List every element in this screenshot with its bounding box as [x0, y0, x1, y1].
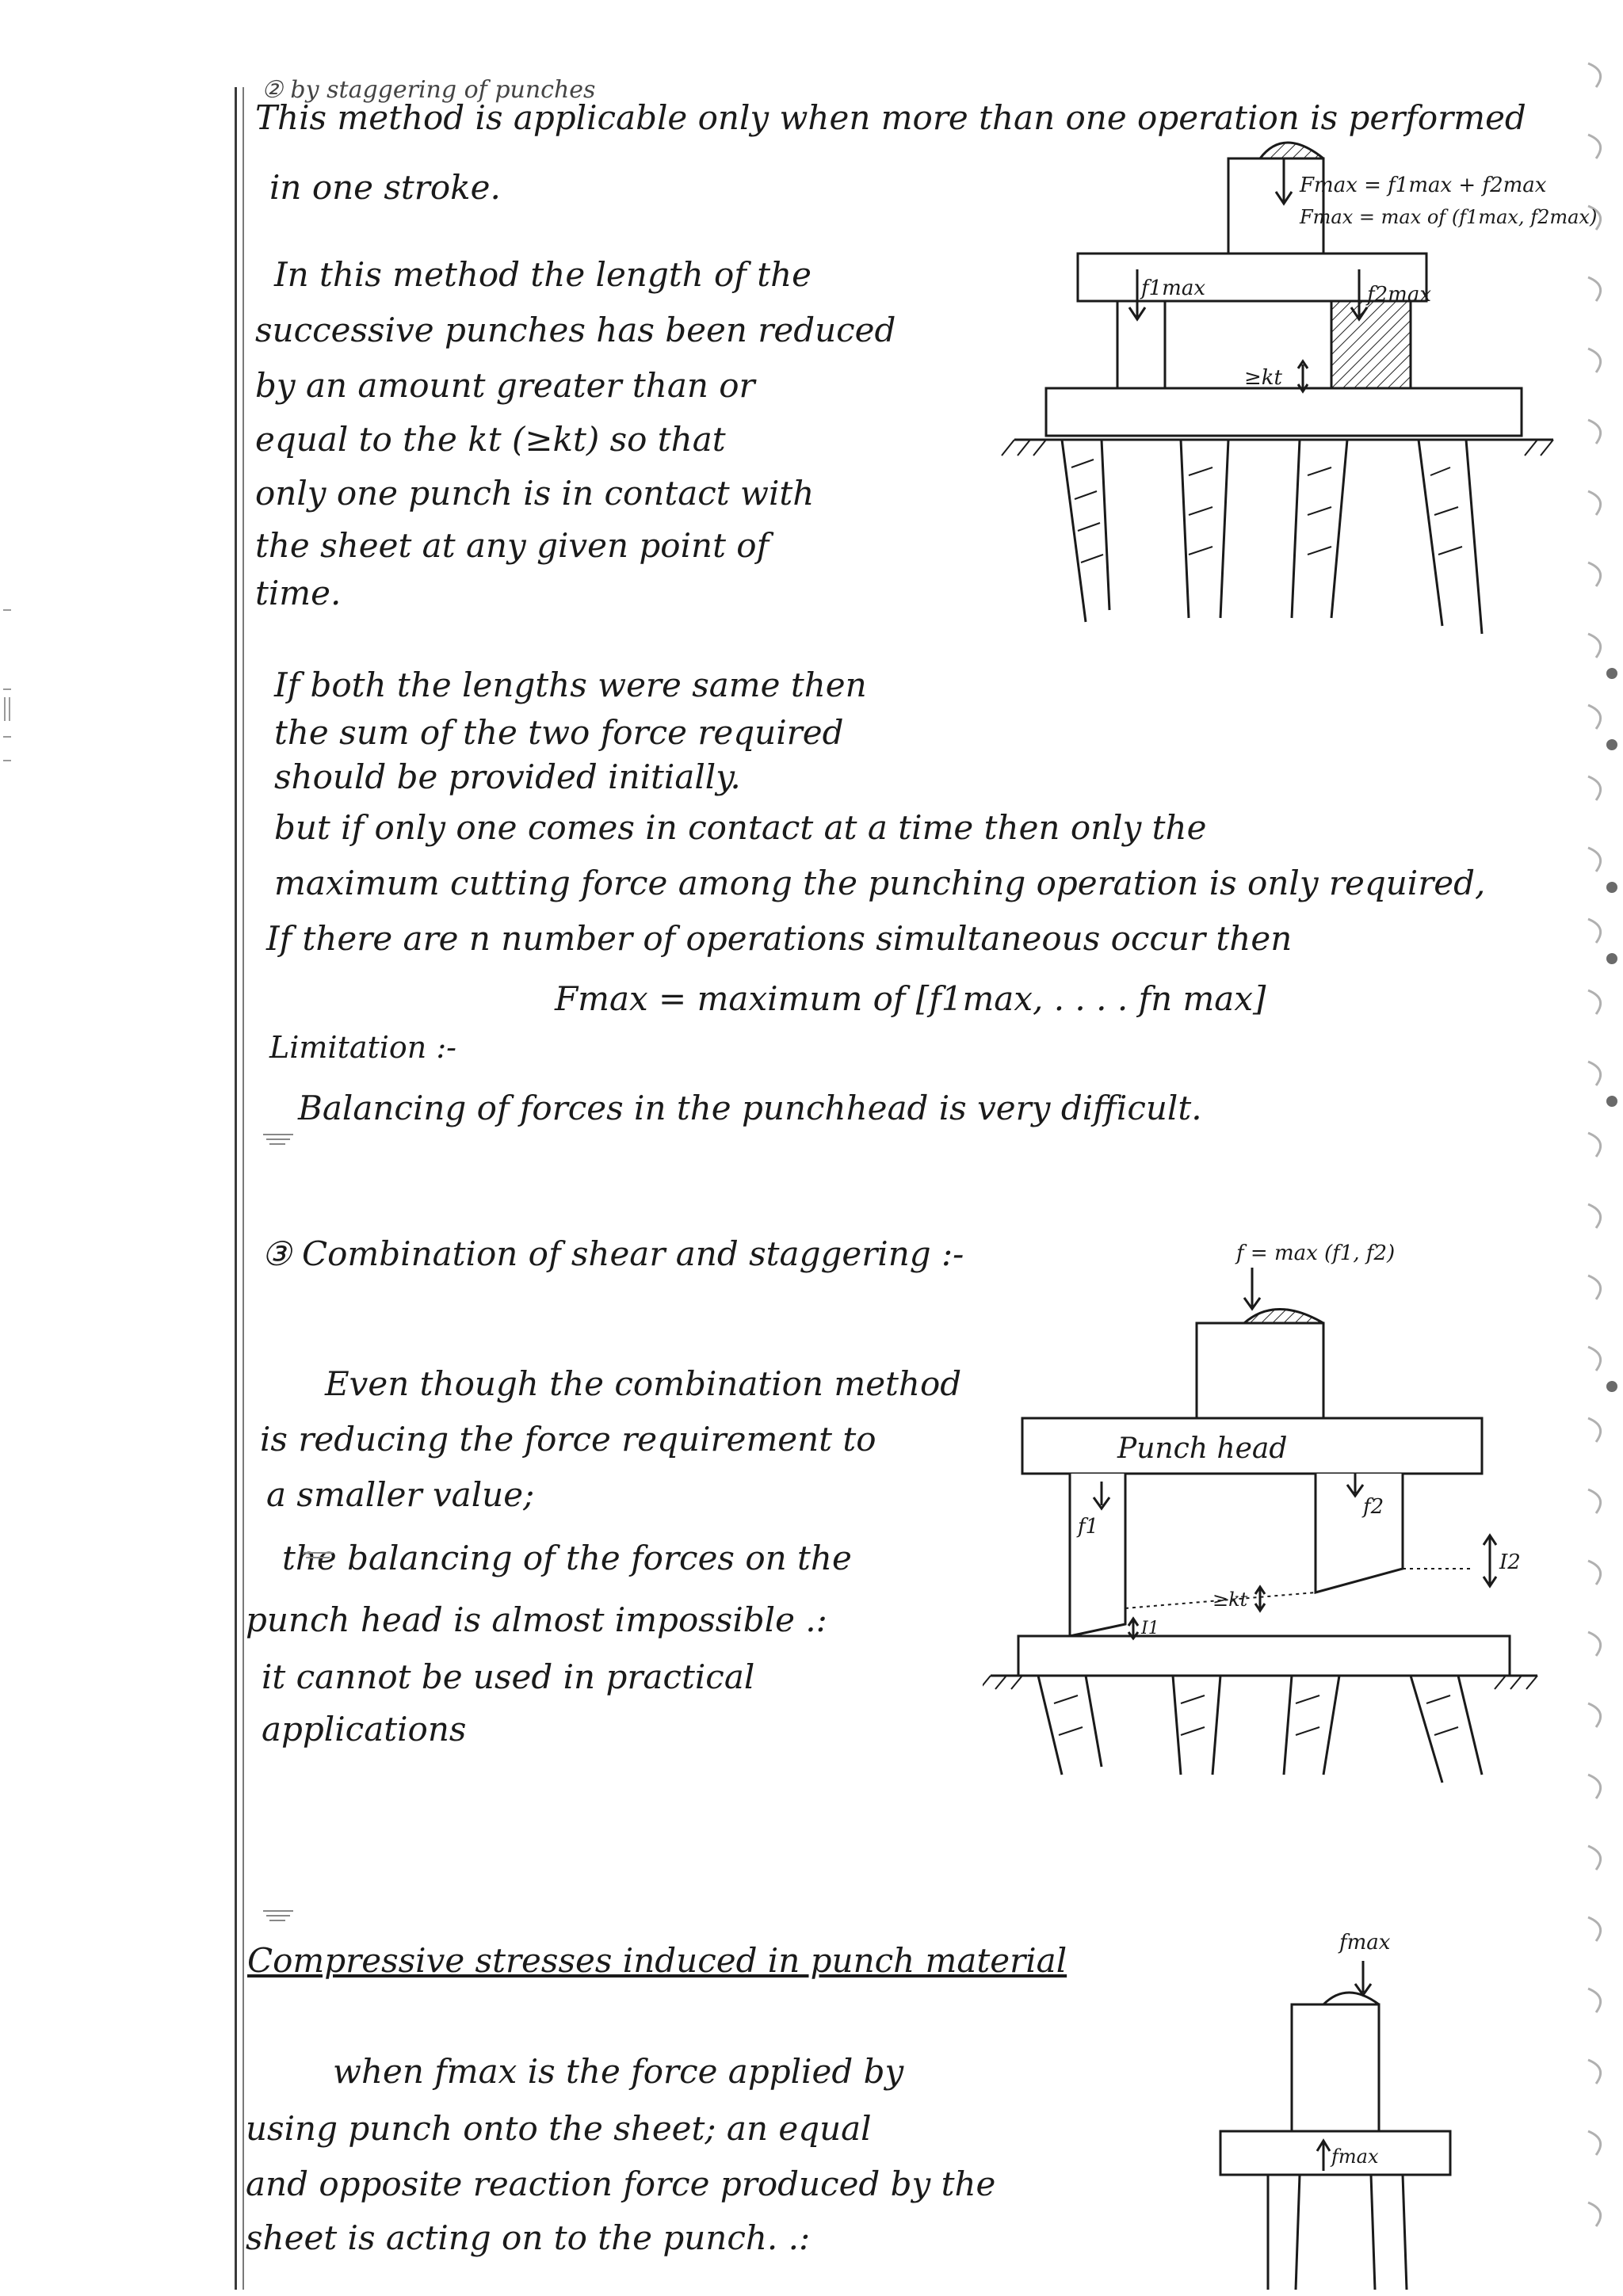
para4-line1: but if only one comes in contact at a time then only the: [274, 808, 1207, 847]
fig2-kt-label: ≥kt: [1212, 1589, 1248, 1611]
para3-line3: should be provided initially.: [274, 757, 741, 796]
para2-line5: only one punch is in contact with: [255, 474, 815, 513]
fig2-head-label: Punch head: [1117, 1432, 1288, 1465]
smudge-mark: [262, 1908, 296, 1924]
para4-line2: maximum cutting force among the punching operation is only required,: [274, 864, 1486, 902]
para3-line1: If both the lengths were same then: [274, 666, 867, 704]
limitation-text: Balancing of forces in the punchhead is very difficult.: [298, 1089, 1202, 1127]
formula: Fmax = maximum of [f1max, . . . . fn max]: [555, 979, 1266, 1018]
left-edge-marks: [0, 602, 19, 792]
para6-line7: applications: [262, 1710, 467, 1749]
smudge-mark: [301, 1550, 336, 1566]
compressive-stress-diagram: [1205, 1917, 1537, 2290]
para6-line4: the balancing of the forces on the: [282, 1539, 852, 1577]
margin-line: [235, 87, 237, 2290]
combination-diagram: [983, 1220, 1569, 1791]
para2-line6: the sheet at any given point of: [255, 526, 769, 565]
para2-line3: by an amount greater than or: [255, 366, 755, 405]
para2-line1: In this method the length of the: [274, 255, 812, 294]
fig2-i2-label: I2: [1499, 1550, 1521, 1574]
limitation-heading: Limitation :-: [269, 1030, 456, 1065]
para5: If there are n number of operations simultaneous occur then: [266, 919, 1293, 958]
para7-line3: and opposite reaction force produced by the: [246, 2164, 996, 2203]
fig2-f1-label: f1: [1078, 1515, 1099, 1539]
fig1-f2-label: f2max: [1367, 283, 1431, 307]
para1-line1: This method is applicable only when more than one operation is performed: [255, 98, 1526, 137]
para2-line7: time.: [255, 574, 342, 612]
staggered-punch-diagram: [999, 127, 1601, 650]
margin-line-inner: [242, 87, 244, 2290]
fig3-bottom-label: fmax: [1331, 2145, 1379, 2168]
fig1-eq2: Fmax = max of (f1max, f2max): [1300, 206, 1598, 228]
smudge-mark: [262, 1131, 296, 1147]
fig1-f1-label: f1max: [1141, 277, 1205, 300]
fig1-kt-label: ≥kt: [1244, 366, 1282, 390]
cutoff-heading: ② by staggering of punches: [262, 76, 596, 104]
para6-line6: it cannot be used in practical: [262, 1657, 755, 1696]
para2-line4: equal to the kt (≥kt) so that: [255, 420, 726, 459]
para1-line2: in one stroke.: [269, 168, 501, 207]
para6-line3: a smaller value;: [266, 1475, 535, 1514]
para7-line4: sheet is acting on to the punch. .:: [246, 2218, 811, 2257]
para6-line5: punch head is almost impossible .:: [246, 1600, 827, 1639]
para7-line1: when fmax is the force applied by: [333, 2052, 904, 2091]
fig3-top-label: fmax: [1339, 1931, 1391, 1955]
section4-heading: Compressive stresses induced in punch material: [247, 1941, 1067, 1980]
fig2-top-label: f = max (f1, f2): [1236, 1241, 1396, 1265]
para7-line2: using punch onto the sheet; an equal: [246, 2109, 872, 2148]
fig2-f2-label: f2: [1363, 1495, 1384, 1519]
fig2-i1-label: I1: [1141, 1619, 1159, 1638]
para3-line2: the sum of the two force required: [274, 713, 844, 752]
fig1-eq1: Fmax = f1max + f2max: [1300, 174, 1547, 197]
para2-line2: successive punches has been reduced: [255, 311, 896, 349]
para6-line2: is reducing the force requirement to: [260, 1420, 876, 1459]
para6-line1: Even though the combination method: [325, 1364, 962, 1403]
section3-heading: ③ Combination of shear and staggering :-: [262, 1234, 964, 1273]
